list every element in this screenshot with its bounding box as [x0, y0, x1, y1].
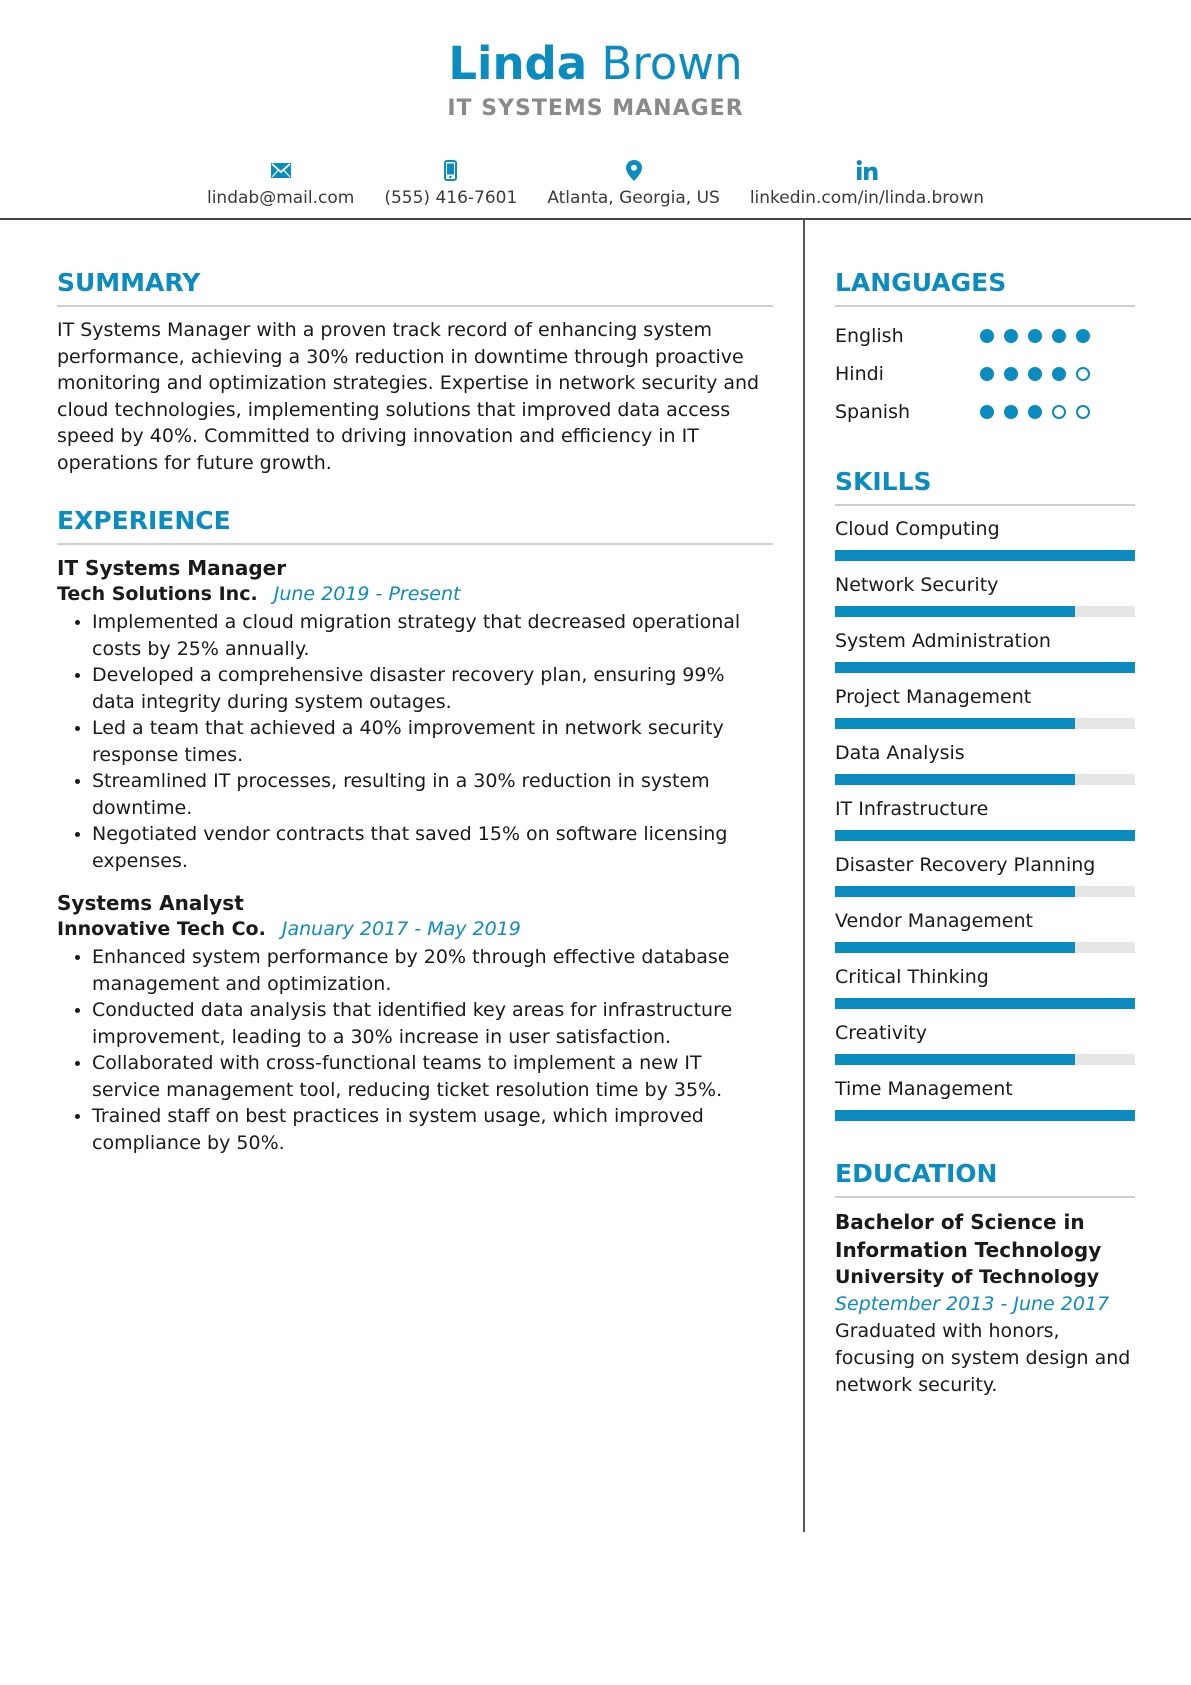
- job-bullet: • Developed a comprehensive disaster recovery plan, ensuring 99% data integrity during system outages.: [92, 662, 773, 715]
- language-row: [835, 317, 1135, 355]
- phone-icon: [444, 158, 457, 182]
- skill-item: [835, 964, 1135, 1020]
- skill-item: [835, 740, 1135, 796]
- skill-item: [835, 572, 1135, 628]
- job-company: Tech Solutions Inc.: [57, 583, 258, 605]
- skill-item: [835, 684, 1135, 740]
- language-name: English: [835, 325, 904, 347]
- skill-item: [835, 796, 1135, 852]
- languages-heading: LANGUAGES: [835, 266, 1135, 307]
- candidate-name: [0, 36, 1191, 92]
- experience-heading: EXPERIENCE: [57, 504, 773, 545]
- skill-level-bar: [835, 774, 1135, 785]
- job-company: Innovative Tech Co.: [57, 918, 266, 940]
- skill-level-bar: [835, 662, 1135, 673]
- skill-item: [835, 628, 1135, 684]
- envelope-icon: [271, 158, 291, 182]
- skill-item: [835, 1076, 1135, 1132]
- filled-dot-icon: [1076, 329, 1090, 343]
- language-level-dots: [980, 329, 1090, 343]
- skill-level-bar: [835, 606, 1135, 617]
- filled-dot-icon: [980, 405, 994, 419]
- contact-linkedin: [750, 158, 984, 208]
- language-level-dots: [980, 367, 1090, 381]
- skill-level-fill: [835, 942, 1075, 953]
- skill-name: System Administration: [835, 630, 1051, 652]
- job-bullet: • Conducted data analysis that identified key areas for infrastructure improvement, leading to a 30% increase in user satisfaction.: [92, 997, 773, 1050]
- job-position: Systems Analyst: [57, 891, 244, 915]
- filled-dot-icon: [1028, 405, 1042, 419]
- filled-dot-icon: [980, 367, 994, 381]
- skill-item: [835, 908, 1135, 964]
- education-dates: September 2013 - June 2017: [835, 1293, 1110, 1315]
- linkedin-icon: [856, 158, 878, 182]
- job-bullet: • Implemented a cloud migration strategy that decreased operational costs by 25% annually.: [92, 609, 773, 662]
- language-row: [835, 355, 1135, 393]
- contact-location: [547, 158, 720, 208]
- skill-level-fill: [835, 1054, 1075, 1065]
- skill-level-fill: [835, 1110, 1135, 1121]
- summary-heading: SUMMARY: [57, 266, 773, 307]
- skill-name: Disaster Recovery Planning: [835, 854, 1096, 876]
- skill-item: [835, 852, 1135, 908]
- filled-dot-icon: [1028, 329, 1042, 343]
- job-bullet: • Negotiated vendor contracts that saved 15% on software licensing expenses.: [92, 821, 773, 874]
- job-dates: January 2017 - May 2019: [281, 918, 521, 940]
- skill-level-fill: [835, 998, 1135, 1009]
- phone-text[interactable]: (555) 416-7601: [384, 188, 518, 208]
- column-divider: [803, 218, 805, 1532]
- skill-level-bar: [835, 550, 1135, 561]
- job-bullet: • Led a team that achieved a 40% improvement in network security response times.: [92, 715, 773, 768]
- skill-name: Project Management: [835, 686, 1032, 708]
- education-section: [835, 1157, 1135, 1399]
- job-position: IT Systems Manager: [57, 556, 287, 580]
- education-heading: EDUCATION: [835, 1157, 1135, 1198]
- skill-level-fill: [835, 886, 1075, 897]
- empty-dot-icon: [1076, 405, 1090, 419]
- education-school: University of Technology: [835, 1266, 1100, 1288]
- header-divider: [0, 218, 1191, 220]
- last-name: Brown: [601, 37, 743, 90]
- skill-level-bar: [835, 886, 1135, 897]
- filled-dot-icon: [1052, 367, 1066, 381]
- job-entry: [57, 555, 773, 874]
- contact-email: [207, 158, 354, 208]
- side-column: [835, 266, 1135, 1399]
- job-bullet: • Streamlined IT processes, resulting in a 30% reduction in system downtime.: [92, 768, 773, 821]
- summary-section: [57, 266, 773, 476]
- skill-level-fill: [835, 550, 1135, 561]
- job-entry: [57, 890, 773, 1156]
- languages-section: [835, 266, 1135, 431]
- skill-level-bar: [835, 718, 1135, 729]
- language-level-dots: [980, 405, 1090, 419]
- first-name: Linda: [448, 37, 588, 90]
- skill-level-fill: [835, 662, 1135, 673]
- filled-dot-icon: [1052, 329, 1066, 343]
- skill-name: Time Management: [835, 1078, 1013, 1100]
- job-title: IT SYSTEMS MANAGER: [447, 96, 744, 121]
- skill-level-bar: [835, 942, 1135, 953]
- education-degree: Bachelor of Science in Information Technology: [835, 1210, 1102, 1262]
- contact-phone: [384, 158, 517, 208]
- email-text[interactable]: lindab@mail.com: [206, 188, 355, 208]
- filled-dot-icon: [1004, 367, 1018, 381]
- skill-name: Network Security: [835, 574, 999, 596]
- job-bullets: [57, 609, 773, 874]
- job-bullet: • Collaborated with cross-functional teams to implement a new IT service management tool, reducing ticket resolution time by 35%.: [92, 1050, 773, 1103]
- skill-level-fill: [835, 830, 1135, 841]
- skill-item: [835, 516, 1135, 572]
- filled-dot-icon: [1028, 367, 1042, 381]
- skill-name: Critical Thinking: [835, 966, 989, 988]
- skill-level-fill: [835, 718, 1075, 729]
- job-bullet: • Trained staff on best practices in system usage, which improved compliance by 50%.: [92, 1103, 773, 1156]
- job-dates: June 2019 - Present: [273, 583, 461, 605]
- skill-name: Creativity: [835, 1022, 927, 1044]
- skill-name: Data Analysis: [835, 742, 965, 764]
- location-pin-icon: [626, 158, 642, 182]
- skill-list: [835, 516, 1135, 1132]
- skill-level-fill: [835, 774, 1075, 785]
- skill-level-bar: [835, 1110, 1135, 1121]
- experience-section: [57, 504, 773, 1156]
- education-description: Graduated with honors, focusing on system design and network security.: [835, 1320, 1131, 1396]
- skill-name: Vendor Management: [835, 910, 1033, 932]
- linkedin-text[interactable]: linkedin.com/in/linda.brown: [749, 188, 985, 208]
- language-name: Hindi: [835, 363, 884, 385]
- skill-name: Cloud Computing: [835, 518, 1000, 540]
- job-bullets: [57, 944, 773, 1156]
- contact-bar: [0, 158, 1191, 208]
- language-name: Spanish: [835, 401, 911, 423]
- empty-dot-icon: [1052, 405, 1066, 419]
- skills-heading: SKILLS: [835, 465, 1135, 506]
- job-bullet: • Enhanced system performance by 20% through effective database management and optimization.: [92, 944, 773, 997]
- summary-text: IT Systems Manager with a proven track record of enhancing system performance, achieving a 30% reduction in downtime through proactive monitoring and optimization strategies. Expertise in network security and cloud technologies, implementing solutions that improved data access speed by 40%. Committed to driving innovation and efficiency in IT operations for future growth.: [57, 319, 760, 474]
- job-meta: [57, 916, 773, 942]
- language-row: [835, 393, 1135, 431]
- skill-item: [835, 1020, 1135, 1076]
- language-list: [835, 317, 1135, 431]
- filled-dot-icon: [1004, 329, 1018, 343]
- skills-section: [835, 465, 1135, 1132]
- skill-level-fill: [835, 606, 1075, 617]
- location-text: Atlanta, Georgia, US: [547, 188, 720, 208]
- job-meta: [57, 581, 773, 607]
- skill-level-bar: [835, 998, 1135, 1009]
- skill-level-bar: [835, 830, 1135, 841]
- skill-level-bar: [835, 1054, 1135, 1065]
- empty-dot-icon: [1076, 367, 1090, 381]
- filled-dot-icon: [980, 329, 994, 343]
- main-column: [57, 266, 773, 1156]
- skill-name: IT Infrastructure: [835, 798, 989, 820]
- filled-dot-icon: [1004, 405, 1018, 419]
